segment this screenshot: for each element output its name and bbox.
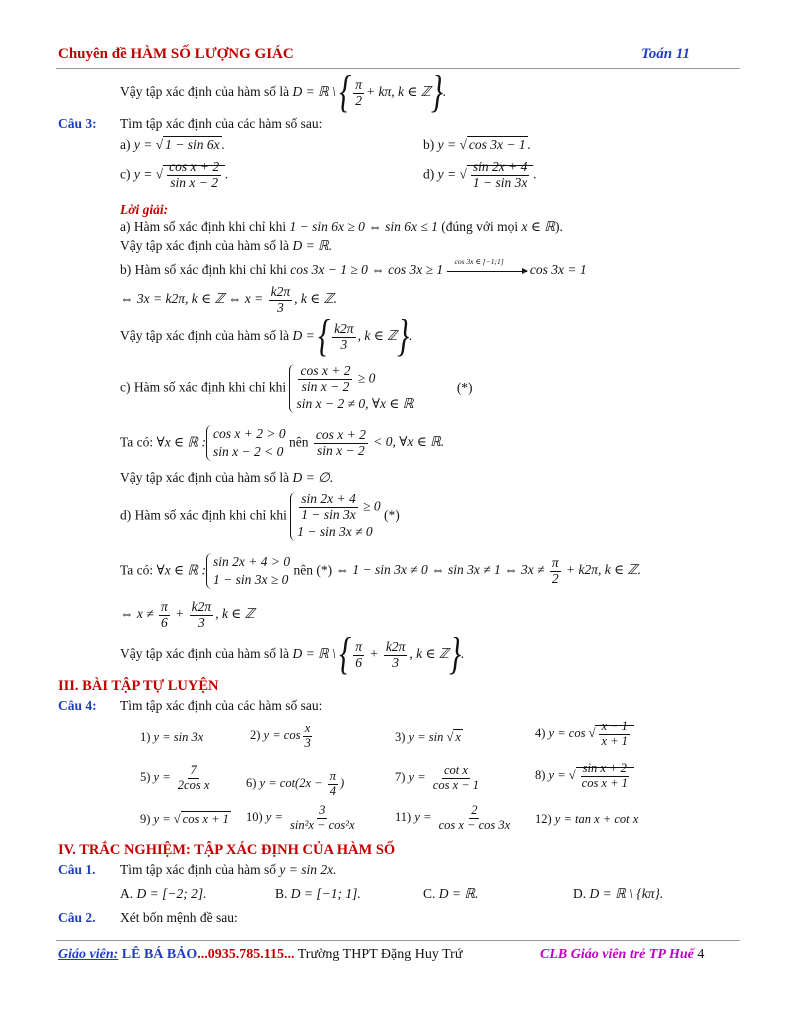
implies-arrow: cos 3x ∈ [−1;1] xyxy=(447,269,527,272)
q3-c: c) y = √ $\frac{\text{cos x + 2}}{\text{sin x − 2}}$ . xyxy=(120,159,229,190)
q4-item-4: 4) y = cos √ $\frac{x - 1}{x + 1}$ xyxy=(535,720,634,749)
sol-b: b) Hàm số xác định khi chỉ khi cos 3x − 1 ≥ 0 ⇔ cos 3x ≥ 1 cos 3x ∈ [−1;1] cos 3x = 1 xyxy=(120,257,587,277)
q4-label: Câu 4: xyxy=(58,698,97,713)
section-4-title: IV. TRẮC NGHIỆM: TẬP XÁC ĐỊNH CỦA HÀM SỐ xyxy=(58,842,396,858)
sol-c-result: Vậy tập xác định của hàm số là D = ∅. xyxy=(120,470,334,485)
q4-item-2: 2) y = cos $\frac{x}{3}$ xyxy=(250,721,311,750)
mc-q2-label: Câu 2. xyxy=(58,910,96,925)
mc-q2-text: Xét bốn mệnh đề sau: xyxy=(120,910,238,925)
intro-formula: D = ℝ \ { $\frac{\pi}{2}$ + kπ, k ∈ ℤ}. xyxy=(292,67,447,117)
mc-q1-option-a: A. D = [−2; 2]. xyxy=(120,886,207,901)
sol-c: c) Hàm số xác định khi chỉ khi $\frac{\text{cos x + 2}}{\text{sin x − 2}}$ ≥ 0 sin x − 2 ≠ 0, ∀x ∈ ℝ (*) xyxy=(120,364,473,413)
q4-text: Tìm tập xác định của các hàm số sau: xyxy=(120,698,323,713)
q3-label: Câu 3: xyxy=(58,116,97,131)
q4-item-7: 7) y = $\frac{\text{cot x}}{\text{cos x − 1}}$ xyxy=(395,763,480,792)
solution-label: Lời giải: xyxy=(120,202,169,217)
q4-item-11: 11) y = $\frac{2}{\text{cos x − cos 3x}}$ xyxy=(395,803,511,832)
q4-item-5: 5) y = $\frac{7}{\text{2cos x}}$ xyxy=(140,763,210,792)
section-3-title: III. BÀI TẬP TỰ LUYỆN xyxy=(58,678,219,694)
footer-divider xyxy=(56,940,740,941)
q4-item-1: 1) y = sin 3x xyxy=(140,730,204,744)
footer-club: CLB Giáo viên trẻ TP Huế 4 xyxy=(540,947,705,962)
sol-a: a) Hàm số xác định khi chỉ khi 1 − sin 6x ≥ 0 ⇔ sin 6x ≤ 1 (đúng với mọi x ∈ ℝ). xyxy=(120,219,563,234)
header-title: Chuyên đề HÀM SỐ LƯỢNG GIÁC xyxy=(58,46,294,62)
q3-a: a) y = √ 1 − sin 6x . xyxy=(120,137,225,152)
intro-line xyxy=(120,67,447,117)
sol-d: d) Hàm số xác định khi chỉ khi $\frac{\sin 2x + 4}{1 - \sin 3x}$ ≥ 0 1 − sin 3x ≠ 0 (*) xyxy=(120,492,400,541)
mc-q1-option-c: C. D = ℝ. xyxy=(423,886,479,901)
mc-q1-label: Câu 1. xyxy=(58,862,96,877)
header-divider xyxy=(56,68,740,69)
intro-text: Vậy tập xác định của hàm số là xyxy=(120,84,290,100)
mc-q1-text: Tìm tập xác định của hàm số y = sin 2x. xyxy=(120,862,337,877)
q4-item-10: 10) y = $\frac{3}{\text{sin²x − cos²x}}$ xyxy=(246,803,355,832)
page-number: 4 xyxy=(697,947,705,962)
sol-c-2: Ta có: ∀x ∈ ℝ :cos x + 2 > 0 sin x − 2 < 0 nên $\frac{\text{cos x + 2}}{\text{sin x − 2}}$ < 0, ∀x ∈ ℝ. xyxy=(120,425,444,461)
q3-d: d) y = √ $\frac{\sin 2x + 4}{1 - \sin 3x}$ . xyxy=(423,159,537,190)
sol-a-result: Vậy tập xác định của hàm số là D = ℝ. xyxy=(120,238,333,253)
header-subject: Toán 11 xyxy=(641,46,691,62)
sol-d-2: Ta có: ∀x ∈ ℝ :sin 2x + 4 > 0 1 − sin 3x ≥ 0 nên (*) ⇔ 1 − sin 3x ≠ 0 ⇔ sin 3x ≠ 1 ⇔ 3x ≠ $\frac{\pi}{2}$ + k2π, k ∈ ℤ. xyxy=(120,553,641,589)
sol-d-3: ⇔ x ≠ $\frac{\pi}{6}$ + $\frac{k2\pi}{3}$ , k ∈ ℤ xyxy=(120,599,255,630)
mc-q1-option-d: D. D = ℝ \ {kπ}. xyxy=(573,886,664,901)
footer-teacher: Giáo viên: LÊ BÁ BẢO...0935.785.115... Trường THPT Đặng Huy Trứ xyxy=(58,947,463,962)
sol-d-result: Vậy tập xác định của hàm số là D = ℝ \ { $\frac{\pi}{6}$ + $\frac{k2\pi}{3}$ , k ∈ ℤ}. xyxy=(120,629,465,679)
q4-item-8: 8) y = √ $\frac{\text{sin x + 2}}{\text{cos x + 1}}$ xyxy=(535,762,634,791)
q4-item-6: 6) y = cot(2x − $\frac{\pi}{4}$ ) xyxy=(246,769,345,798)
q4-item-3: 3) y = sin √ x xyxy=(395,730,461,744)
q3-text: Tìm tập xác định của các hàm số sau: xyxy=(120,116,323,131)
q3-b: b) y = √ cos 3x − 1 . xyxy=(423,137,531,152)
mc-q1-option-b: B. D = [−1; 1]. xyxy=(275,886,361,901)
sol-b-2: ⇔ 3x = k2π, k ∈ ℤ ⇔ x = $\frac{k2\pi}{3}$ , k ∈ ℤ. xyxy=(120,284,338,315)
q4-item-12: 12) y = tan x + cot x xyxy=(535,812,639,826)
sol-b-result: Vậy tập xác định của hàm số là D = { $\frac{k2\pi}{3}$ , k ∈ ℤ}. xyxy=(120,311,413,361)
q4-item-9: 9) y = √ cos x + 1 xyxy=(140,812,229,826)
